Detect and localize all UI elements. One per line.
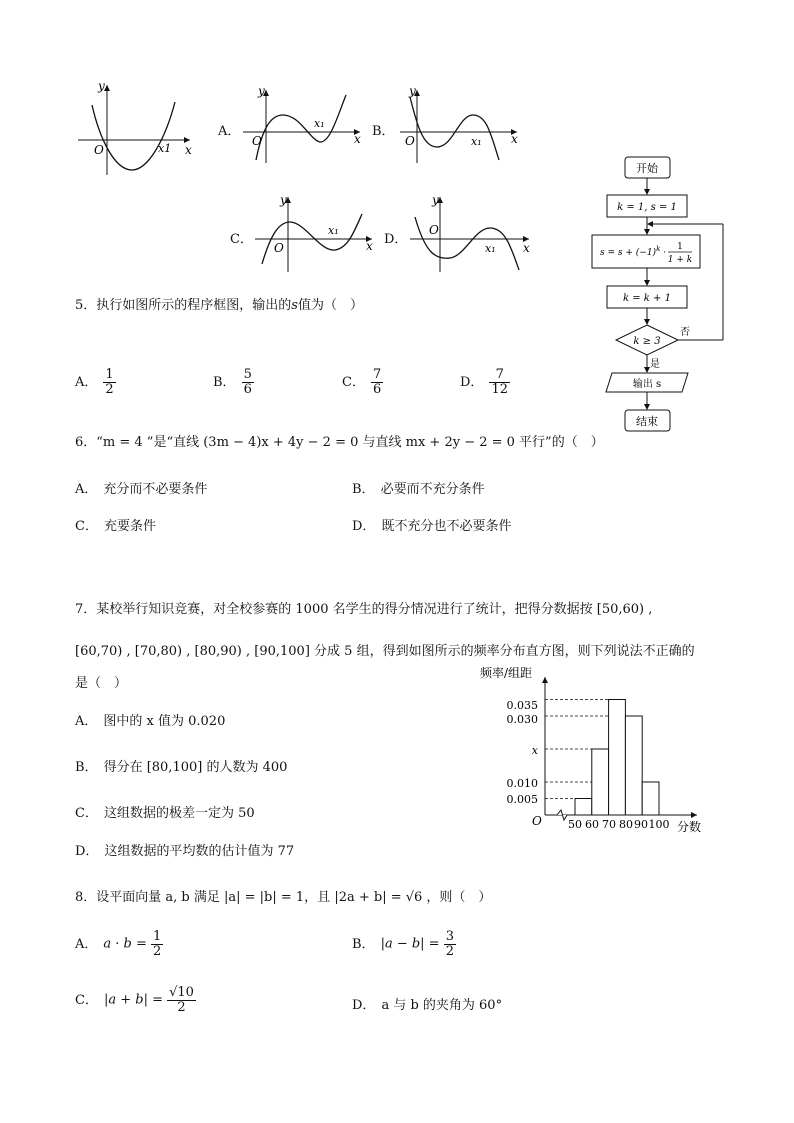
axis-break-icon <box>557 810 567 820</box>
q5-option-d: D． $\frac{7}{12}$ <box>460 367 508 397</box>
q6-option-d: D． 既不充分也不必要条件 <box>352 519 512 534</box>
origin-label: O <box>94 143 104 157</box>
histogram-ylabel: 频率/组距 <box>480 666 533 680</box>
x-axis-arrow-icon <box>691 812 697 818</box>
x1-label: x₁ <box>328 224 339 237</box>
origin-label: O <box>429 223 439 237</box>
q8-stem: 8．设平面向量 a, b 满足 |a| = |b| = 1，且 |2a + b| = √6 ，则（ ） <box>75 890 492 905</box>
no-label: 否 <box>680 327 690 338</box>
graph-c-label: C． <box>230 232 253 247</box>
y-label: y <box>280 193 287 207</box>
x-label: x <box>523 241 530 255</box>
y-tick-label: 0.030 <box>506 713 538 726</box>
yes-label: 是 <box>650 359 660 370</box>
main-graph <box>70 80 200 180</box>
origin-label: O <box>405 134 415 148</box>
histogram-bar <box>592 749 609 815</box>
q8-option-b: B． |a − b| = $\frac{3}{2}$ <box>352 929 454 959</box>
histogram-bar <box>609 700 626 816</box>
arrow-icon <box>644 404 650 410</box>
x-tick-label: 100 <box>648 818 670 831</box>
update-frac-den: 1 + k <box>667 255 693 265</box>
start-label: 开始 <box>636 162 658 175</box>
x1-label: x₁ <box>485 242 496 255</box>
graph-b <box>395 85 525 165</box>
origin-label: O <box>252 134 262 148</box>
histogram-bars <box>575 700 659 816</box>
x-label: x <box>366 239 373 253</box>
q7-line2: [60,70) , [70,80) , [80,90) , [90,100] 分成 5 组，得到如图所示的频率分布直方图，则下列说法不正确的 <box>75 644 695 659</box>
graph-c <box>250 192 380 274</box>
y-label: y <box>409 85 416 98</box>
y-label: y <box>98 80 105 93</box>
histogram-bar <box>625 716 642 815</box>
graph-d <box>405 192 535 274</box>
graph-a-label: A． <box>218 124 241 139</box>
arrow-icon <box>644 229 650 235</box>
x-tick-label: 80 <box>619 818 633 831</box>
x-tick-label: 50 <box>568 818 582 831</box>
x-label: x <box>185 143 192 157</box>
graph-b-label: B． <box>372 124 395 139</box>
increment-label: k = k + 1 <box>623 293 671 304</box>
histogram-origin: O <box>532 814 542 828</box>
origin-label: O <box>274 241 284 255</box>
x-label: x <box>354 132 361 146</box>
q7-option-c: C． 这组数据的极差一定为 50 <box>75 806 255 821</box>
q7-line3: 是（ ） <box>75 676 128 691</box>
q5-option-a: A． $\frac{1}{2}$ <box>75 367 114 397</box>
y-label: y <box>258 85 265 98</box>
flowchart <box>590 152 740 437</box>
q6-option-b: B． 必要而不充分条件 <box>352 482 485 497</box>
q5-option-c: C． $\frac{7}{6}$ <box>342 367 382 397</box>
y-axis-arrow-icon <box>104 85 110 91</box>
histogram-xlabel: 分数 <box>677 820 702 834</box>
q7-option-a: A． 图中的 x 值为 0.020 <box>75 714 226 729</box>
q8-option-d: D． a 与 b 的夹角为 60° <box>352 998 503 1013</box>
y-tick-label: x <box>531 744 538 757</box>
frequency-histogram <box>475 665 715 840</box>
x-tick-label: 60 <box>585 818 599 831</box>
x-tick-label: 90 <box>634 818 648 831</box>
q7-option-d: D． 这组数据的平均数的估计值为 77 <box>75 844 295 859</box>
y-label: y <box>432 193 439 207</box>
condition-label: k ≥ 3 <box>633 336 661 347</box>
init-label: k = 1, s = 1 <box>617 202 677 213</box>
x1-label: x1 <box>158 142 172 155</box>
update-frac-num: 1 <box>677 242 683 252</box>
q8-option-c: C． |a + b| = $\frac{√10}{2}$ <box>75 985 194 1015</box>
arrow-icon <box>644 189 650 195</box>
q6-option-c: C． 充要条件 <box>75 519 156 534</box>
cubic-curve <box>256 95 346 160</box>
q7-option-b: B． 得分在 [80,100] 的人数为 400 <box>75 760 288 775</box>
graph-a <box>238 85 368 165</box>
q7-line1: 7．某校举行知识竞赛，对全校参赛的 1000 名学生的得分情况进行了统计，把得分数据按 [50,60) , <box>75 602 653 617</box>
arrow-icon <box>644 319 650 325</box>
q8-option-a: A． a · b = $\frac{1}{2}$ <box>75 929 162 959</box>
end-label: 结束 <box>636 415 658 428</box>
parabola-curve <box>92 102 175 170</box>
output-label: 输出 s <box>632 379 662 390</box>
q6-option-a: A． 充分而不必要条件 <box>75 482 208 497</box>
x1-label: x₁ <box>314 117 325 130</box>
arrow-icon <box>644 280 650 286</box>
histogram-bar <box>575 799 592 816</box>
y-tick-label: 0.010 <box>506 777 538 790</box>
q6-stem: 6．“m = 4 ”是“直线 (3m − 4)x + 4y − 2 = 0 与直线 mx + 2y − 2 = 0 平行”的（ ） <box>75 435 604 450</box>
q5-option-b: B． $\frac{5}{6}$ <box>213 367 252 397</box>
q5-stem: 5．执行如图所示的程序框图，输出的s值为（ ） <box>75 298 363 313</box>
loop-arrow-icon <box>647 221 653 227</box>
y-tick-label: 0.035 <box>506 699 538 712</box>
y-tick-label: 0.005 <box>506 793 538 806</box>
x-tick-label: 70 <box>602 818 616 831</box>
cubic-curve <box>410 97 499 160</box>
histogram-bar <box>642 782 659 815</box>
x1-label: x₁ <box>471 135 482 148</box>
x-label: x <box>511 132 518 146</box>
y-axis-arrow-icon <box>542 677 548 683</box>
graph-d-label: D． <box>384 232 408 247</box>
update-expression: $s = s + (-1)^k$ · <box>600 245 667 258</box>
